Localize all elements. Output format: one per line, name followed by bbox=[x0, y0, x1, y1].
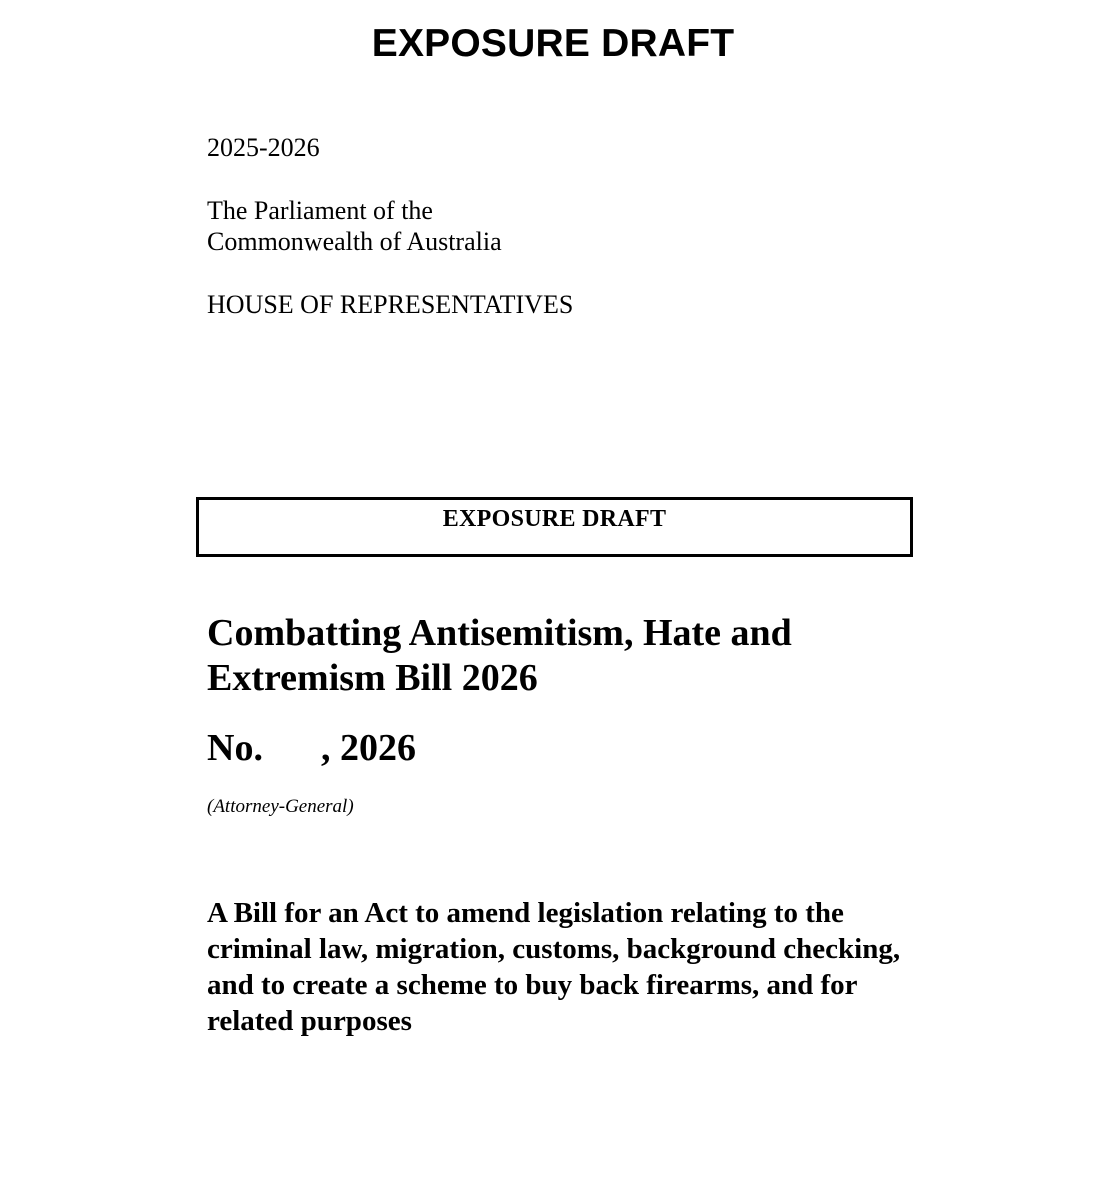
exposure-draft-label: EXPOSURE DRAFT bbox=[442, 506, 667, 532]
exposure-draft-box bbox=[196, 497, 913, 557]
bill-number-prefix: No. bbox=[207, 727, 263, 769]
bill-long-title: A Bill for an Act to amend legislation relating to the criminal law, migration, customs, background checking, and to create a scheme to buy back firearms, and for related purposes bbox=[207, 897, 901, 1037]
bill-number-year: , 2026 bbox=[320, 727, 416, 769]
bill-sponsor: (Attorney-General) bbox=[207, 796, 354, 817]
bill-number bbox=[207, 726, 416, 771]
house-name: HOUSE OF REPRESENTATIVES bbox=[207, 290, 574, 319]
parliament-name-line-2: Commonwealth of Australia bbox=[207, 227, 502, 256]
bill-title: Combatting Antisemitism, Hate and Extremism Bill 2026 bbox=[207, 612, 792, 699]
parliament-name bbox=[207, 195, 502, 257]
page-header-title: EXPOSURE DRAFT bbox=[371, 22, 735, 65]
parliament-name-line-1: The Parliament of the bbox=[207, 196, 433, 225]
parliamentary-session: 2025-2026 bbox=[207, 133, 320, 162]
